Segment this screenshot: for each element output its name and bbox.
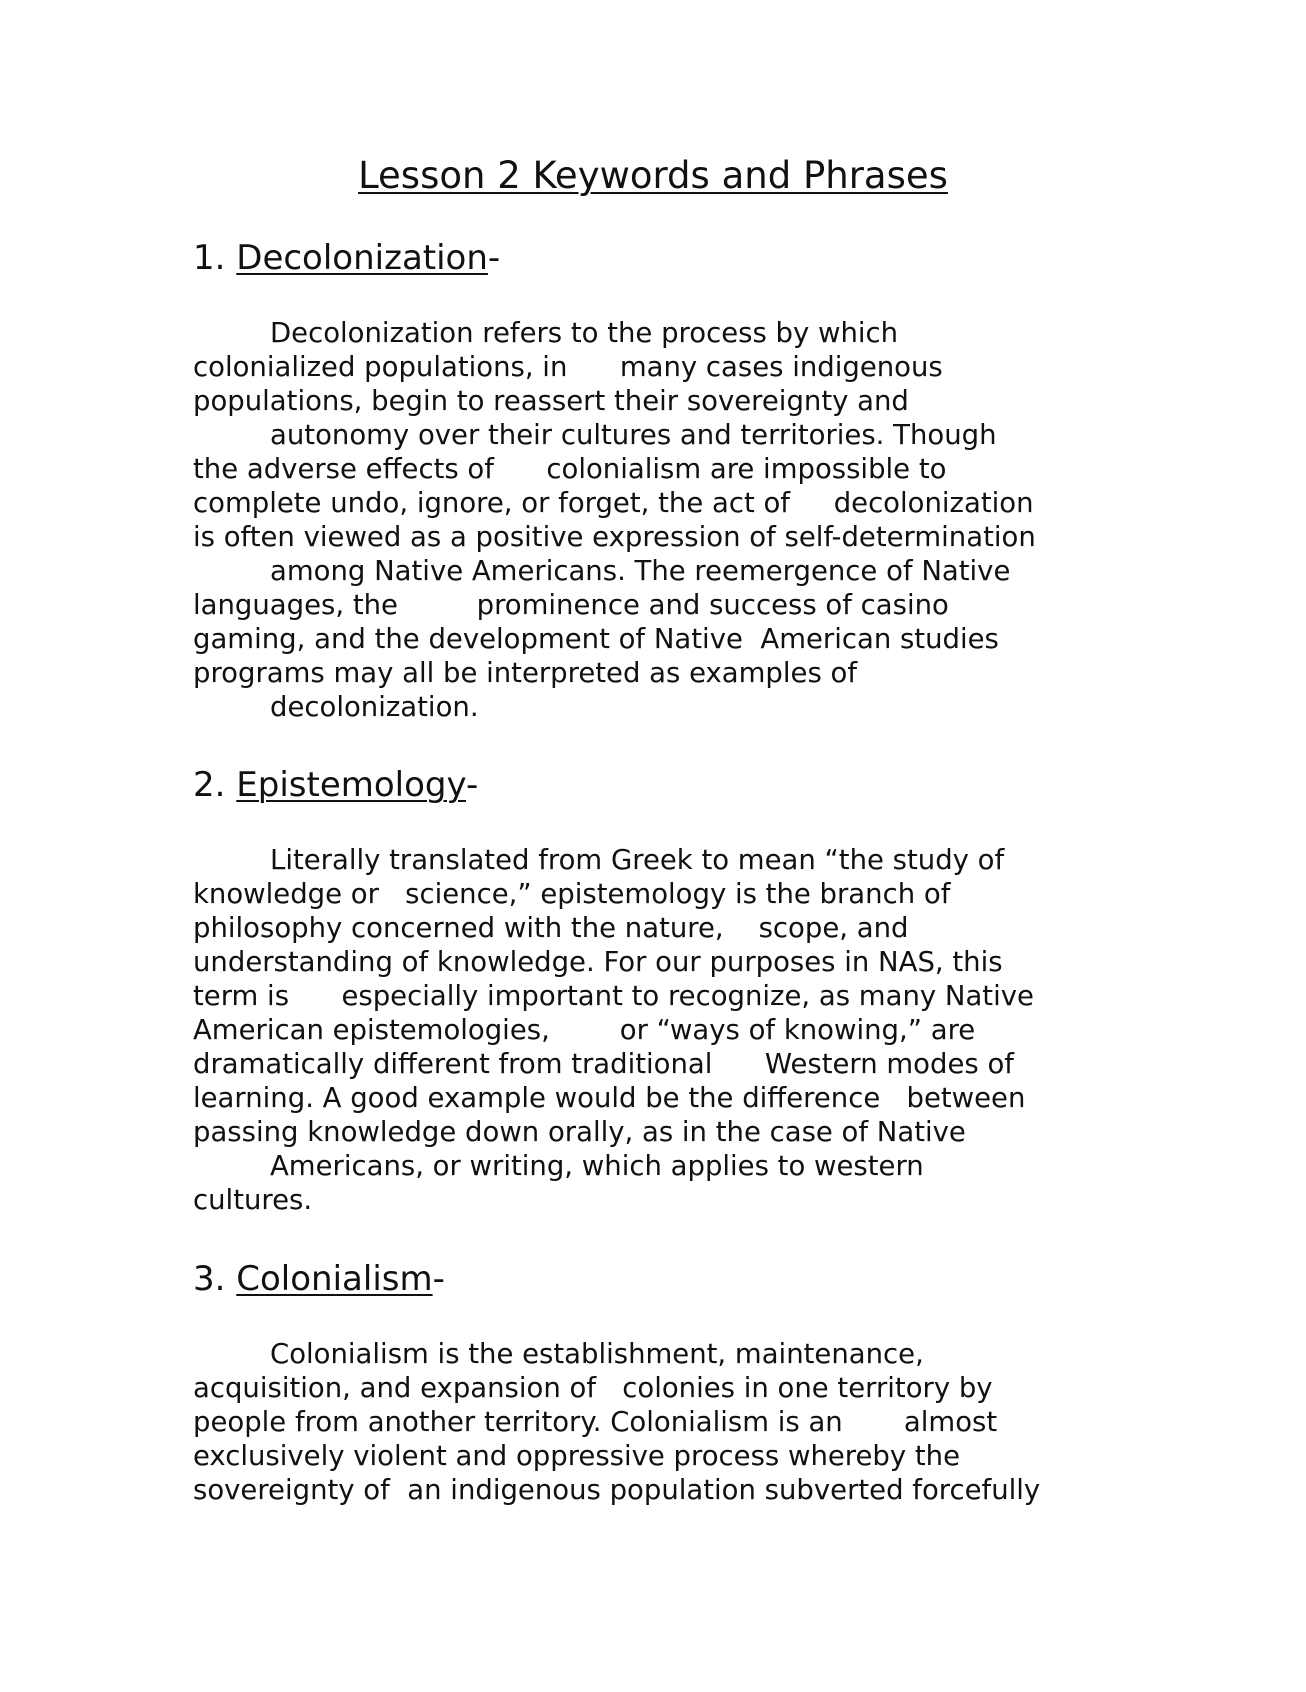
paragraph-line: complete undo, ignore, or forget, the act of decolonization: [193, 487, 1034, 519]
paragraph-line: populations, begin to reassert their sovereignty and: [193, 385, 909, 417]
section-heading-epistemology: 2. Epistemology-: [193, 765, 479, 805]
paragraph-line: people from another territory. Colonialism is an almost: [193, 1406, 998, 1438]
paragraph-line: cultures.: [193, 1184, 313, 1216]
paragraph-line: philosophy concerned with the nature, scope, and: [193, 912, 909, 944]
paragraph-line: is often viewed as a positive expression of self-determination: [193, 521, 1036, 553]
term-epistemology: Epistemology: [236, 765, 467, 805]
paragraph-line: Literally translated from Greek to mean “the study of: [270, 844, 1005, 876]
paragraph-line: sovereignty of an indigenous population subverted forcefully: [193, 1474, 1041, 1506]
paragraph-line: gaming, and the development of Native American studies: [193, 623, 999, 655]
section-heading-colonialism: 3. Colonialism-: [193, 1259, 445, 1299]
paragraph-line: term is especially important to recognize, as many Native: [193, 980, 1034, 1012]
paragraph-line: American epistemologies, or “ways of knowing,” are: [193, 1014, 976, 1046]
paragraph-line: dramatically different from traditional Western modes of: [193, 1048, 1014, 1080]
paragraph-line: Decolonization refers to the process by which: [270, 317, 899, 349]
term-colonialism: Colonialism: [236, 1259, 433, 1299]
paragraph-line: exclusively violent and oppressive process whereby the: [193, 1440, 961, 1472]
paragraph-line: colonialized populations, in many cases indigenous: [193, 351, 943, 383]
paragraph-line: learning. A good example would be the difference between: [193, 1082, 1026, 1114]
paragraph-line: autonomy over their cultures and territories. Though: [270, 419, 997, 451]
paragraph-line: acquisition, and expansion of colonies in one territory by: [193, 1372, 993, 1404]
section-heading-decolonization: 1. Decolonization-: [193, 238, 501, 278]
paragraph-line: Americans, or writing, which applies to western: [270, 1150, 924, 1182]
page-title: Lesson 2 Keywords and Phrases: [358, 154, 948, 197]
paragraph-line: passing knowledge down orally, as in the case of Native: [193, 1116, 966, 1148]
paragraph-line: decolonization.: [270, 691, 479, 723]
paragraph-line: programs may all be interpreted as examples of: [193, 657, 858, 689]
paragraph-line: languages, the prominence and success of casino: [193, 589, 949, 621]
paragraph-line: understanding of knowledge. For our purposes in NAS, this: [193, 946, 1003, 978]
paragraph-line: the adverse effects of colonialism are impossible to: [193, 453, 947, 485]
term-decolonization: Decolonization: [236, 238, 488, 278]
paragraph-line: among Native Americans. The reemergence of Native: [270, 555, 1011, 587]
paragraph-line: knowledge or science,” epistemology is the branch of: [193, 878, 951, 910]
paragraph-line: Colonialism is the establishment, maintenance,: [270, 1338, 924, 1370]
